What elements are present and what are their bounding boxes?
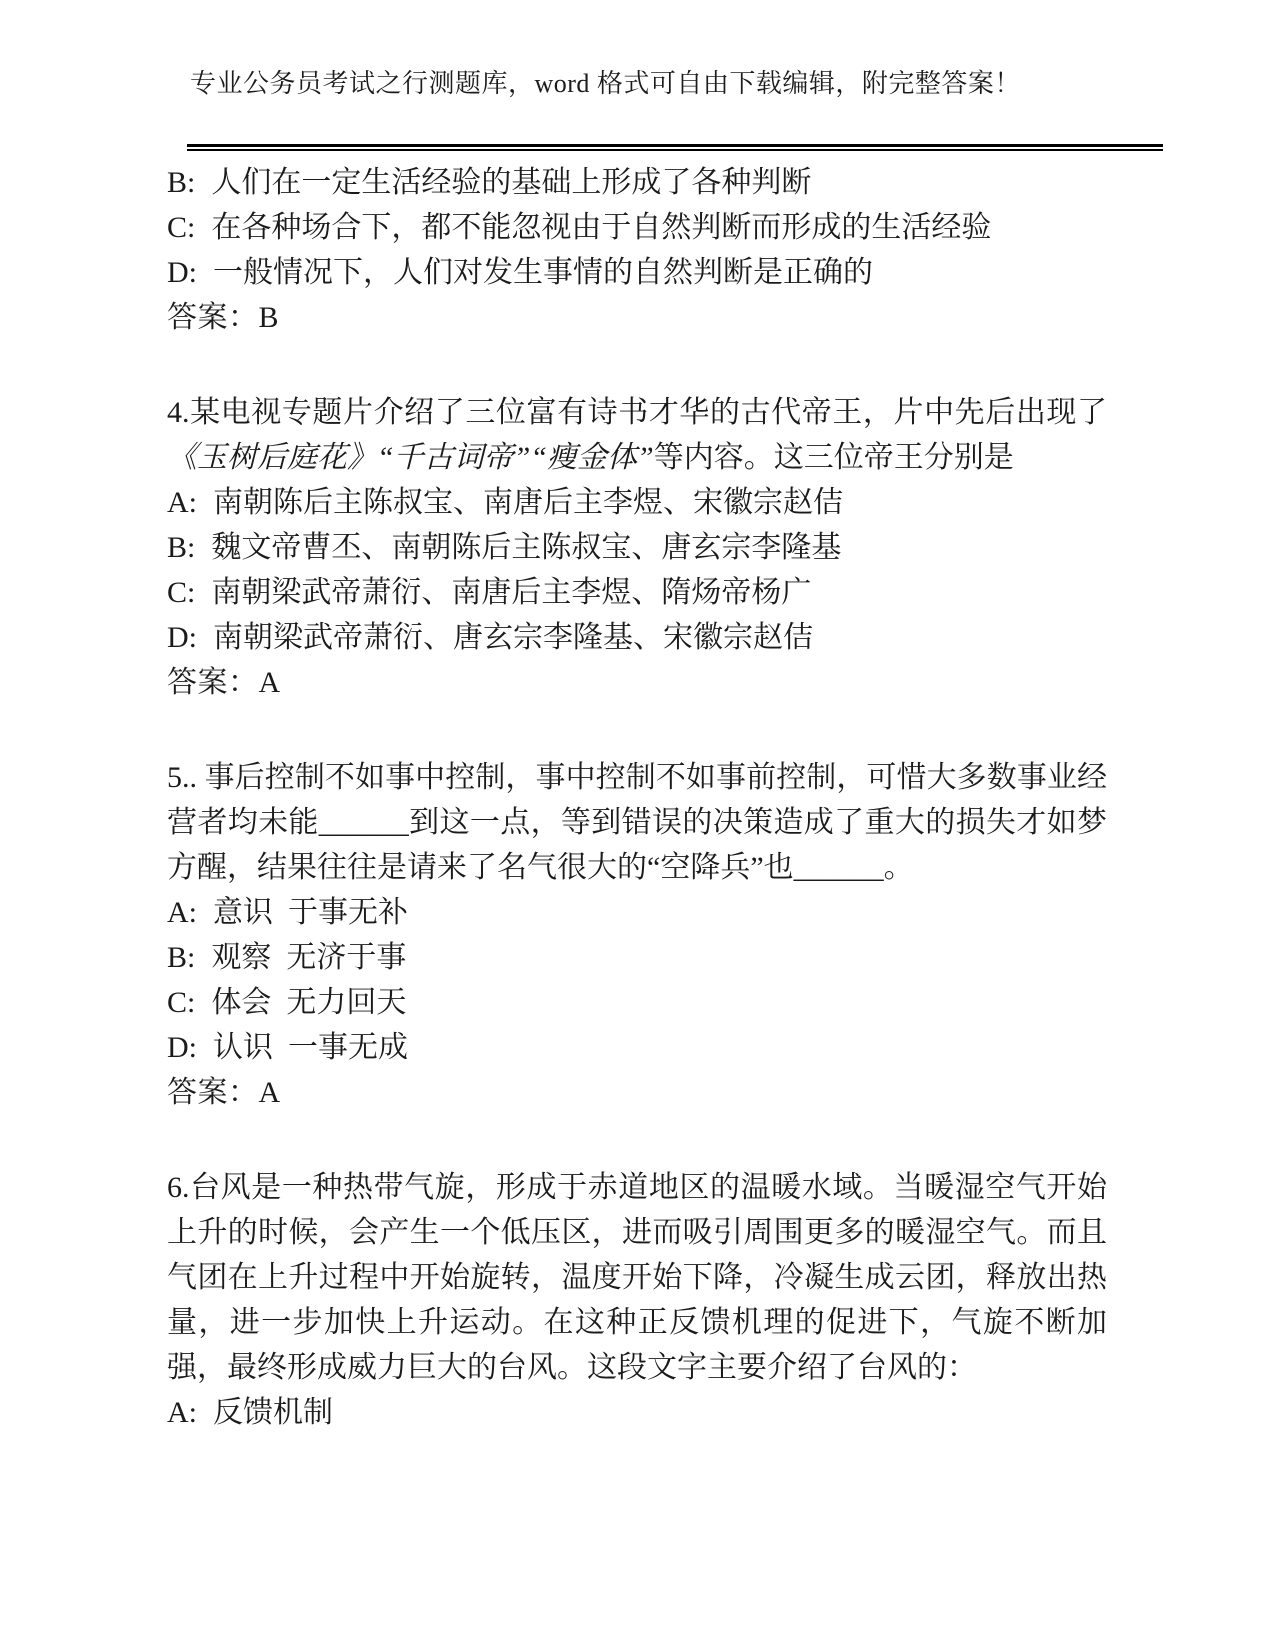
option-text: 反馈机制 (213, 1396, 333, 1429)
answer-line: 答案：A (167, 666, 281, 699)
option-label: B: (167, 166, 196, 199)
stem-segment-italic: 《玉树后庭花》“千古词帝”“瘦金体” (167, 441, 654, 474)
option-label: A: (167, 1396, 197, 1429)
option-label: D: (167, 1031, 197, 1064)
option-line (167, 205, 1107, 250)
option-line (167, 1390, 1107, 1435)
option-label: A: (167, 896, 197, 929)
option-line (167, 480, 1107, 525)
option-text: 一般情况下，人们对发生事情的自然判断是正确的 (213, 256, 873, 289)
option-text: 魏文帝曹丕、南朝陈后主陈叔宝、唐玄宗李隆基 (211, 531, 842, 564)
document-body (167, 160, 1107, 1435)
stem-segment: 6.台风是一种热带气旋，形成于赤道地区的温暖水域。当暖湿空气开始上升的时候，会产生一个低压区，进而吸引周围更多的暖湿空气。而且气团在上升过程中开始旋转，温度开始下降，冷凝生成云团，释放出热量，进一步加快上升运动。在这种正反馈机理的促进下，气旋不断加强，最终形成威力巨大的台风。这段文字主要介绍了台风的： (167, 1171, 1107, 1384)
option-text: 在各种场合下，都不能忽视由于自然判断而形成的生活经验 (211, 211, 992, 244)
answer-line: 答案：B (167, 301, 280, 334)
header-divider (187, 144, 1163, 151)
option-text: 人们在一定生活经验的基础上形成了各种判断 (211, 166, 812, 199)
header-title: 专业公务员考试之行测题库，word 格式可自由下载编辑，附完整答案！ (190, 69, 1021, 98)
stem-segment: 等内容。这三位帝王分别是 (653, 441, 1014, 474)
option-text: 认识 一事无成 (213, 1031, 408, 1064)
option-label: B: (167, 531, 196, 564)
option-label: D: (167, 256, 197, 289)
stem-segment: 4.某电视专题片介绍了三位富有诗书才华的古代帝王，片中先后出现了 (167, 396, 1107, 429)
question-stem (167, 1165, 1107, 1390)
option-line (167, 250, 1107, 295)
option-label: C: (167, 576, 196, 609)
answer-line: 答案：A (167, 1076, 281, 1109)
question-stem (167, 390, 1107, 480)
option-line (167, 160, 1107, 205)
option-line (167, 525, 1107, 570)
option-label: D: (167, 621, 197, 654)
option-label: C: (167, 986, 196, 1019)
option-line (167, 980, 1107, 1025)
question-stem (167, 755, 1107, 890)
option-label: A: (167, 486, 197, 519)
option-line (167, 890, 1107, 935)
option-text: 意识 于事无补 (213, 896, 408, 929)
stem-segment: 5.. 事后控制不如事中控制，事中控制不如事前控制，可惜大多数事业经营者均未能______到这一点，等到错误的决策造成了重大的损失才如梦方醒，结果往往是请来了名气很大的“空降兵”也______。 (167, 761, 1107, 884)
option-text: 体会 无力回天 (211, 986, 407, 1019)
option-text: 南朝梁武帝萧衍、唐玄宗李隆基、宋徽宗赵佶 (213, 621, 813, 654)
option-text: 南朝陈后主陈叔宝、南唐后主李煜、宋徽宗赵佶 (213, 486, 843, 519)
option-line (167, 615, 1107, 660)
option-line (167, 935, 1107, 980)
option-text: 观察 无济于事 (211, 941, 407, 974)
option-text: 南朝梁武帝萧衍、南唐后主李煜、隋炀帝杨广 (211, 576, 812, 609)
option-line (167, 570, 1107, 615)
option-label: B: (167, 941, 196, 974)
option-line (167, 1025, 1107, 1070)
option-label: C: (167, 211, 196, 244)
